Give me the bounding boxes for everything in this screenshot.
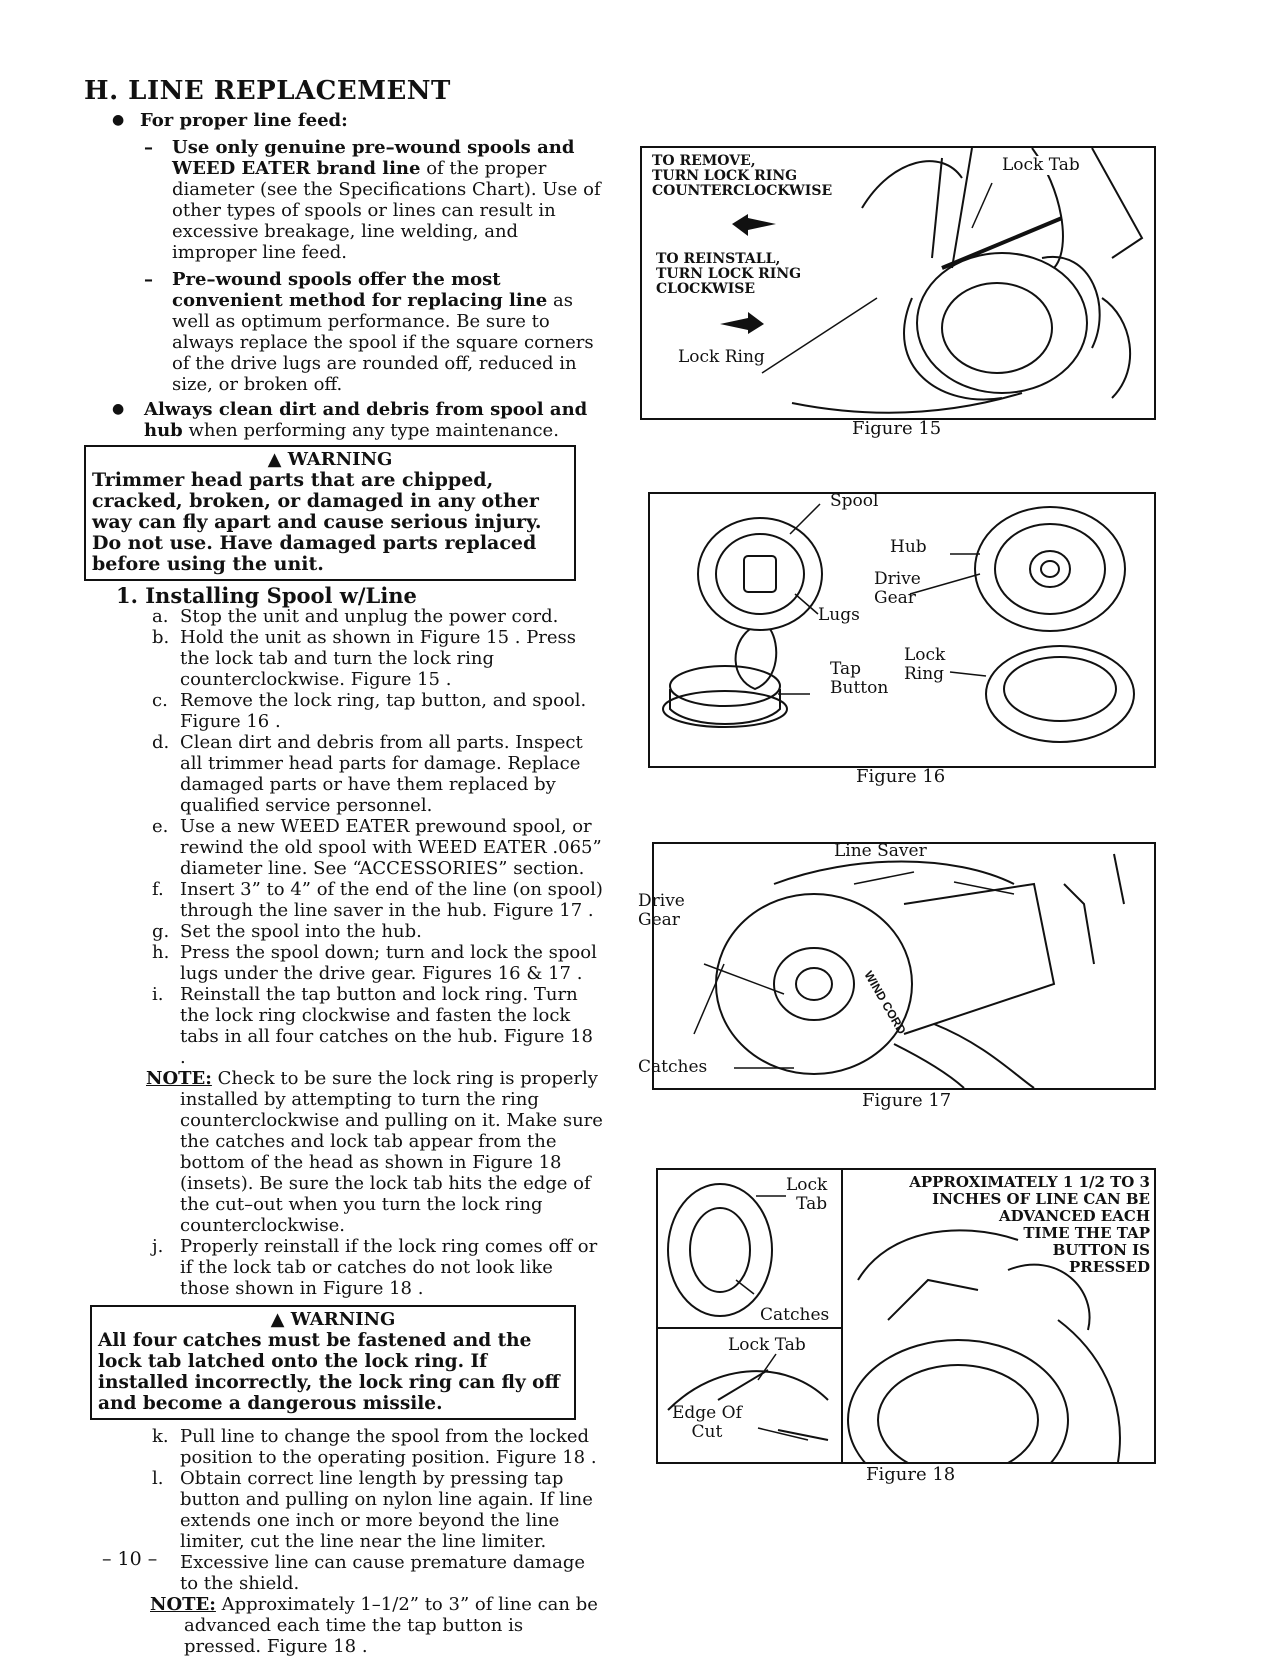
step-text: Properly reinstall if the lock ring comes off or if the lock tab or catches do not look like those shown in Figure 18 . bbox=[180, 1236, 598, 1299]
warning-header: ▲ WARNING bbox=[267, 449, 393, 470]
figure-17-caption: Figure 17 bbox=[862, 1090, 952, 1111]
figure-18-box bbox=[656, 1168, 1156, 1464]
step-letter: l. bbox=[152, 1468, 164, 1489]
bullet-text: when performing any type maintenance. bbox=[182, 420, 559, 441]
step-text: Reinstall the tap button and lock ring. Turn the lock ring clockwise and fasten the lock tabs in all four catches on the hub. Figure 18 . bbox=[180, 984, 593, 1068]
fig16-lugs-label: Lugs bbox=[818, 605, 860, 625]
figure-15-caption: Figure 15 bbox=[852, 418, 942, 439]
figure-15-box bbox=[640, 146, 1156, 420]
step-letter: b. bbox=[152, 627, 170, 648]
fig18-approx-line3: ADVANCED EACH bbox=[999, 1207, 1150, 1225]
fig15-remove-line3: COUNTERCLOCKWISE bbox=[652, 183, 833, 199]
fig16-drive-label: Drive bbox=[874, 569, 921, 589]
fig16-tap-label: Tap bbox=[830, 659, 862, 679]
figure-17-illustration bbox=[654, 841, 1154, 1088]
fig18-catches-label: Catches bbox=[760, 1305, 830, 1325]
fig18-approx-line2: INCHES OF LINE CAN BE bbox=[932, 1190, 1150, 1208]
step-letter: d. bbox=[152, 732, 170, 753]
step-item bbox=[84, 879, 604, 921]
fig15-lock-tab-label: Lock Tab bbox=[1002, 155, 1080, 175]
step-item bbox=[84, 942, 604, 984]
dash-text: of the proper diameter (see the Specifications Chart). Use of other types of spools or lines can result in excessive breakage, line welding, and improper line feed. bbox=[172, 158, 601, 263]
step-text: Hold the unit as shown in Figure 15 . Press the lock tab and turn the lock ring counterclockwise. Figure 15 . bbox=[180, 627, 577, 690]
left-column bbox=[84, 110, 604, 1657]
step-text: Set the spool into the hub. bbox=[180, 921, 422, 942]
dash-item-prewound-spools bbox=[84, 269, 604, 395]
fig16-tap-button-label bbox=[830, 660, 888, 698]
step-letter: e. bbox=[152, 816, 169, 837]
steps-list-2 bbox=[84, 1426, 604, 1594]
fig16-gear-label: Gear bbox=[874, 588, 916, 608]
step-item bbox=[84, 732, 604, 816]
step-heading: 1. Installing Spool w/Line bbox=[116, 583, 417, 608]
figure-16-caption: Figure 16 bbox=[856, 766, 946, 787]
dash-icon: – bbox=[144, 269, 153, 290]
fig17-gear-label: Gear bbox=[638, 910, 680, 930]
step-text: Press the spool down; turn and lock the spool lugs under the drive gear. Figures 16 & 17 . bbox=[180, 942, 597, 984]
figure-16-box bbox=[648, 492, 1156, 768]
step-text: Obtain correct line length by pressing tap button and pulling on nylon line again. If line extends one inch or more beyond the line limiter, cut the line near the line limiter. Excessive line can cause premature damage to the shield. bbox=[180, 1468, 593, 1594]
note-text: Approximately 1–1/2” to 3” of line can be advanced each time the tap button is pressed. Figure 18 . bbox=[184, 1594, 598, 1657]
dash-bold-text: Use only genuine pre–wound spools and WEED EATER brand line bbox=[172, 137, 575, 179]
fig16-lock-ring-label bbox=[904, 646, 945, 684]
bullet-proper-line-feed bbox=[84, 110, 604, 131]
fig17-line-saver-label: Line Saver bbox=[834, 841, 927, 861]
fig16-hub-label: Hub bbox=[890, 537, 927, 557]
fig18-approx-text bbox=[909, 1174, 1150, 1276]
dash-icon: – bbox=[144, 137, 153, 158]
step-item bbox=[84, 627, 604, 690]
step-letter: c. bbox=[152, 690, 168, 711]
figure-17-box bbox=[638, 841, 1156, 1090]
note-lock-ring bbox=[84, 1068, 604, 1236]
fig15-reinstall-line2: TURN LOCK RING bbox=[656, 266, 802, 282]
warning-box-catches bbox=[90, 1305, 576, 1420]
fig18-approx-line5: BUTTON IS bbox=[1052, 1241, 1150, 1259]
fig15-reinstall-line3: CLOCKWISE bbox=[656, 281, 756, 297]
fig18-approx-line6: PRESSED bbox=[1069, 1258, 1150, 1276]
step-letter: f. bbox=[152, 879, 164, 900]
fig17-wind-cord-text: WIND CORD bbox=[861, 968, 909, 1037]
note-text: Check to be sure the lock ring is properly installed by attempting to turn the ring counterclockwise and pulling on it. Make sure the catches and lock tab appear from the bottom of the head as shown in Figure 18 (insets). Be sure the lock tab hits the edge of the cut–out when you turn the lock ring counterclockwise. bbox=[180, 1068, 603, 1236]
step-text: Clean dirt and debris from all parts. Inspect all trimmer head parts for damage. Replace damaged parts or have them replaced by qualified service personnel. bbox=[180, 732, 583, 816]
step-letter: j. bbox=[152, 1236, 164, 1257]
fig17-drive-gear-label bbox=[638, 892, 685, 930]
fig16-spool-label: Spool bbox=[830, 491, 879, 511]
section-title: H. LINE REPLACEMENT bbox=[84, 76, 451, 106]
fig18-lock-tab-label: Lock Tab bbox=[728, 1335, 806, 1355]
note-label: NOTE: bbox=[146, 1068, 212, 1089]
bullet-clean-dirt bbox=[84, 399, 604, 441]
warning-header: ▲ WARNING bbox=[270, 1309, 396, 1330]
bullet-text: For proper line feed: bbox=[140, 110, 348, 131]
step-text: Remove the lock ring, tap button, and spool. Figure 16 . bbox=[180, 690, 587, 732]
fig18-cut-label: Cut bbox=[691, 1422, 723, 1442]
fig15-lock-ring-label: Lock Ring bbox=[678, 347, 765, 367]
step-letter: h. bbox=[152, 942, 170, 963]
steps-list bbox=[84, 606, 604, 1068]
figure-18-caption: Figure 18 bbox=[866, 1464, 956, 1485]
step-letter: k. bbox=[152, 1426, 169, 1447]
fig17-catches-label: Catches bbox=[638, 1057, 708, 1077]
step-letter: i. bbox=[152, 984, 164, 1005]
fig18-lock-tab-inset-label bbox=[786, 1176, 827, 1214]
step-text: Use a new WEED EATER prewound spool, or rewind the old spool with WEED EATER .065” diameter line. See “ACCESSORIES” section. bbox=[180, 816, 602, 879]
fig15-reinstall-line1: TO REINSTALL, bbox=[656, 251, 781, 267]
step-item bbox=[84, 984, 604, 1068]
fig16-ring-label: Ring bbox=[904, 664, 945, 684]
step-letter: a. bbox=[152, 606, 169, 627]
step-letter: g. bbox=[152, 921, 170, 942]
warning-box-parts bbox=[84, 445, 576, 581]
note-label: NOTE: bbox=[150, 1594, 216, 1615]
step-item bbox=[84, 1426, 604, 1468]
fig16-lock-label: Lock bbox=[904, 645, 946, 665]
fig15-remove-line2: TURN LOCK RING bbox=[652, 168, 798, 184]
fig18-tab-label: Tab bbox=[796, 1194, 828, 1214]
fig15-remove-line1: TO REMOVE, bbox=[652, 153, 756, 169]
fig15-remove-text bbox=[652, 154, 832, 199]
fig17-drive-label: Drive bbox=[638, 891, 685, 911]
fig18-approx-line1: APPROXIMATELY 1 1/2 TO 3 bbox=[909, 1173, 1150, 1191]
step-item bbox=[84, 606, 604, 627]
step-item bbox=[84, 690, 604, 732]
fig18-edge-label: Edge Of bbox=[672, 1403, 742, 1423]
dash-bold-text: Pre–wound spools offer the most convenient method for replacing line bbox=[172, 269, 548, 311]
fig16-button-label: Button bbox=[830, 678, 889, 698]
dash-text: as well as optimum performance. Be sure to always replace the spool if the square corners of the drive lugs are rounded off, reduced in size, or broken off. bbox=[172, 290, 594, 395]
page-number: – 10 – bbox=[102, 1548, 158, 1570]
dash-item-genuine-spools bbox=[84, 137, 604, 263]
fig18-approx-line4: TIME THE TAP bbox=[1023, 1224, 1150, 1242]
fig18-lock-label: Lock bbox=[786, 1175, 828, 1195]
step-item bbox=[84, 1468, 604, 1594]
figure-16-illustration bbox=[650, 491, 1154, 766]
warning-text: All four catches must be fastened and the lock tab latched onto the lock ring. If installed incorrectly, the lock ring can fly off and become a dangerous missile. bbox=[98, 1330, 560, 1414]
step-j bbox=[84, 1236, 604, 1299]
fig15-reinstall-text bbox=[656, 252, 801, 297]
bullet-bold-text: Always clean dirt and debris from spool and hub bbox=[144, 399, 588, 441]
step-item bbox=[84, 921, 604, 942]
step-item bbox=[84, 816, 604, 879]
bullet-icon: ● bbox=[112, 112, 125, 128]
step-text: Stop the unit and unplug the power cord. bbox=[180, 606, 559, 627]
fig16-drive-gear-label bbox=[874, 570, 921, 608]
fig18-edge-of-cut-label bbox=[672, 1404, 742, 1442]
note-line-advance bbox=[84, 1594, 604, 1657]
step-text: Insert 3” to 4” of the end of the line (on spool) through the line saver in the hub. Figure 17 . bbox=[180, 879, 603, 921]
bullet-icon: ● bbox=[112, 401, 125, 417]
step-text: Pull line to change the spool from the locked position to the operating position. Figure 18 . bbox=[180, 1426, 597, 1468]
warning-text: Trimmer head parts that are chipped, cracked, broken, or damaged in any other way can fly apart and cause serious injury. Do not use. Have damaged parts replaced before using the unit. bbox=[92, 469, 542, 575]
